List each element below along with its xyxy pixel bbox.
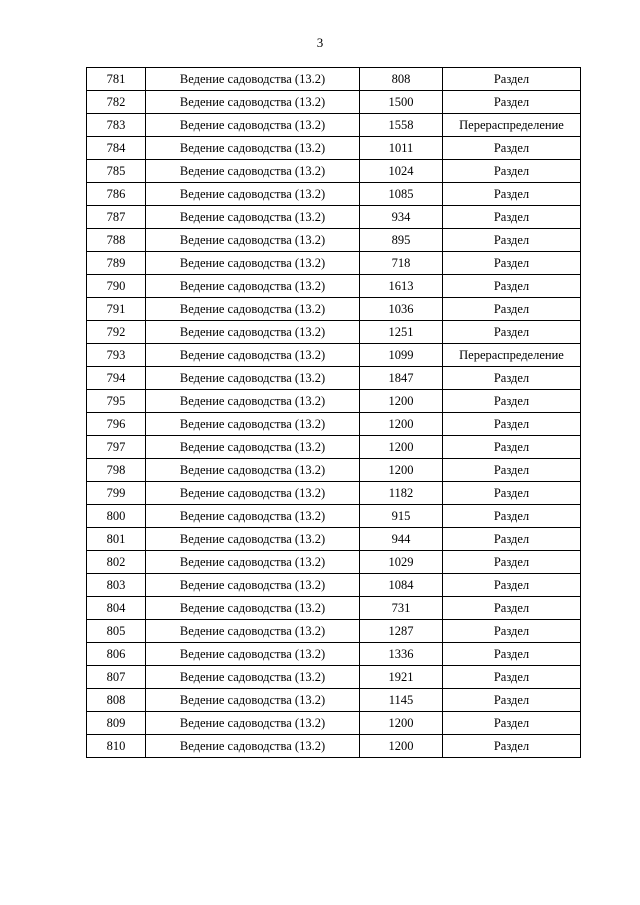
cell-formation-method: Раздел: [443, 597, 581, 620]
table-row: [87, 689, 581, 712]
cell-permitted-use: Ведение садоводства (13.2): [146, 137, 360, 160]
table-row: [87, 275, 581, 298]
cell-area: 1921: [360, 666, 443, 689]
table-row: [87, 206, 581, 229]
cell-area: 1085: [360, 183, 443, 206]
cell-area: 915: [360, 505, 443, 528]
cell-permitted-use: Ведение садоводства (13.2): [146, 413, 360, 436]
table-row: [87, 528, 581, 551]
cell-area: 1558: [360, 114, 443, 137]
cell-permitted-use: Ведение садоводства (13.2): [146, 390, 360, 413]
cell-permitted-use: Ведение садоводства (13.2): [146, 114, 360, 137]
cell-permitted-use: Ведение садоводства (13.2): [146, 344, 360, 367]
cell-area: 718: [360, 252, 443, 275]
cell-permitted-use: Ведение садоводства (13.2): [146, 505, 360, 528]
cell-formation-method: Раздел: [443, 643, 581, 666]
cell-plot-number: 806: [87, 643, 146, 666]
cell-plot-number: 787: [87, 206, 146, 229]
cell-area: 1500: [360, 91, 443, 114]
cell-permitted-use: Ведение садоводства (13.2): [146, 229, 360, 252]
table-row: [87, 367, 581, 390]
table-row: [87, 160, 581, 183]
table-row: [87, 620, 581, 643]
table-row: [87, 482, 581, 505]
cell-plot-number: 789: [87, 252, 146, 275]
cell-area: 944: [360, 528, 443, 551]
cell-permitted-use: Ведение садоводства (13.2): [146, 91, 360, 114]
cell-formation-method: Раздел: [443, 137, 581, 160]
cell-plot-number: 783: [87, 114, 146, 137]
cell-area: 1099: [360, 344, 443, 367]
cell-formation-method: Раздел: [443, 666, 581, 689]
table-row: [87, 459, 581, 482]
cell-plot-number: 788: [87, 229, 146, 252]
cell-formation-method: Раздел: [443, 390, 581, 413]
cell-formation-method: Раздел: [443, 91, 581, 114]
cell-plot-number: 807: [87, 666, 146, 689]
cell-formation-method: Раздел: [443, 528, 581, 551]
cell-area: 1084: [360, 574, 443, 597]
cell-area: 1200: [360, 459, 443, 482]
cell-plot-number: 801: [87, 528, 146, 551]
table-row: [87, 413, 581, 436]
cell-permitted-use: Ведение садоводства (13.2): [146, 620, 360, 643]
cell-formation-method: Раздел: [443, 712, 581, 735]
table-row: [87, 390, 581, 413]
cell-permitted-use: Ведение садоводства (13.2): [146, 459, 360, 482]
cell-permitted-use: Ведение садоводства (13.2): [146, 528, 360, 551]
cell-plot-number: 803: [87, 574, 146, 597]
cell-plot-number: 796: [87, 413, 146, 436]
table-row: [87, 229, 581, 252]
cell-area: 1287: [360, 620, 443, 643]
table-row: [87, 183, 581, 206]
cell-permitted-use: Ведение садоводства (13.2): [146, 735, 360, 758]
cell-area: 1011: [360, 137, 443, 160]
cell-formation-method: Раздел: [443, 574, 581, 597]
cell-permitted-use: Ведение садоводства (13.2): [146, 597, 360, 620]
cell-area: 1145: [360, 689, 443, 712]
table-row: [87, 321, 581, 344]
cell-formation-method: Раздел: [443, 367, 581, 390]
cell-formation-method: Раздел: [443, 551, 581, 574]
cell-permitted-use: Ведение садоводства (13.2): [146, 252, 360, 275]
cell-area: 1200: [360, 436, 443, 459]
cell-plot-number: 786: [87, 183, 146, 206]
cell-plot-number: 792: [87, 321, 146, 344]
cell-plot-number: 804: [87, 597, 146, 620]
table-row: [87, 551, 581, 574]
cell-formation-method: Раздел: [443, 482, 581, 505]
cell-permitted-use: Ведение садоводства (13.2): [146, 643, 360, 666]
cell-formation-method: Раздел: [443, 735, 581, 758]
cell-permitted-use: Ведение садоводства (13.2): [146, 275, 360, 298]
cell-area: 1024: [360, 160, 443, 183]
table-row: [87, 252, 581, 275]
cell-formation-method: Раздел: [443, 505, 581, 528]
cell-area: 1029: [360, 551, 443, 574]
table-row: [87, 712, 581, 735]
cell-formation-method: Раздел: [443, 252, 581, 275]
cell-plot-number: 791: [87, 298, 146, 321]
cell-area: 1200: [360, 735, 443, 758]
cell-formation-method: Раздел: [443, 321, 581, 344]
cell-formation-method: Раздел: [443, 183, 581, 206]
cell-plot-number: 793: [87, 344, 146, 367]
cell-permitted-use: Ведение садоводства (13.2): [146, 298, 360, 321]
cell-permitted-use: Ведение садоводства (13.2): [146, 666, 360, 689]
cell-permitted-use: Ведение садоводства (13.2): [146, 574, 360, 597]
table-row: [87, 666, 581, 689]
cell-permitted-use: Ведение садоводства (13.2): [146, 689, 360, 712]
cell-formation-method: Раздел: [443, 229, 581, 252]
cell-plot-number: 798: [87, 459, 146, 482]
cell-permitted-use: Ведение садоводства (13.2): [146, 436, 360, 459]
cell-formation-method: Перераспределение: [443, 114, 581, 137]
cell-formation-method: Раздел: [443, 459, 581, 482]
cell-formation-method: Раздел: [443, 413, 581, 436]
cell-formation-method: Раздел: [443, 68, 581, 91]
cell-formation-method: Раздел: [443, 298, 581, 321]
cell-plot-number: 808: [87, 689, 146, 712]
cell-permitted-use: Ведение садоводства (13.2): [146, 712, 360, 735]
cell-plot-number: 809: [87, 712, 146, 735]
page-number: 3: [316, 35, 324, 50]
table-row: [87, 91, 581, 114]
cell-plot-number: 795: [87, 390, 146, 413]
cell-formation-method: Раздел: [443, 206, 581, 229]
cell-permitted-use: Ведение садоводства (13.2): [146, 160, 360, 183]
cell-permitted-use: Ведение садоводства (13.2): [146, 551, 360, 574]
cell-permitted-use: Ведение садоводства (13.2): [146, 367, 360, 390]
cell-formation-method: Раздел: [443, 689, 581, 712]
table-row: [87, 436, 581, 459]
cell-permitted-use: Ведение садоводства (13.2): [146, 68, 360, 91]
cell-plot-number: 790: [87, 275, 146, 298]
cell-area: 895: [360, 229, 443, 252]
table-row: [87, 597, 581, 620]
cell-area: 1182: [360, 482, 443, 505]
table-row: [87, 574, 581, 597]
cell-plot-number: 805: [87, 620, 146, 643]
cell-area: 1200: [360, 390, 443, 413]
cell-plot-number: 782: [87, 91, 146, 114]
cell-area: 808: [360, 68, 443, 91]
table-row: [87, 643, 581, 666]
cell-permitted-use: Ведение садоводства (13.2): [146, 183, 360, 206]
cell-formation-method: Раздел: [443, 275, 581, 298]
table-row: [87, 114, 581, 137]
cell-formation-method: Перераспределение: [443, 344, 581, 367]
table-row: [87, 505, 581, 528]
land-plots-table: [86, 67, 581, 758]
cell-plot-number: 785: [87, 160, 146, 183]
cell-area: 731: [360, 597, 443, 620]
cell-formation-method: Раздел: [443, 620, 581, 643]
cell-formation-method: Раздел: [443, 436, 581, 459]
cell-area: 1613: [360, 275, 443, 298]
cell-plot-number: 797: [87, 436, 146, 459]
cell-plot-number: 781: [87, 68, 146, 91]
cell-plot-number: 802: [87, 551, 146, 574]
cell-area: 1200: [360, 413, 443, 436]
cell-area: 1200: [360, 712, 443, 735]
table-row: [87, 298, 581, 321]
cell-area: 1847: [360, 367, 443, 390]
cell-area: 1251: [360, 321, 443, 344]
cell-plot-number: 810: [87, 735, 146, 758]
cell-permitted-use: Ведение садоводства (13.2): [146, 321, 360, 344]
cell-plot-number: 794: [87, 367, 146, 390]
table-row: [87, 68, 581, 91]
cell-permitted-use: Ведение садоводства (13.2): [146, 206, 360, 229]
cell-area: 1336: [360, 643, 443, 666]
cell-area: 934: [360, 206, 443, 229]
table-row: [87, 137, 581, 160]
cell-plot-number: 800: [87, 505, 146, 528]
table-body: [87, 68, 581, 758]
cell-area: 1036: [360, 298, 443, 321]
cell-plot-number: 784: [87, 137, 146, 160]
cell-formation-method: Раздел: [443, 160, 581, 183]
table-row: [87, 344, 581, 367]
table-row: [87, 735, 581, 758]
cell-plot-number: 799: [87, 482, 146, 505]
cell-permitted-use: Ведение садоводства (13.2): [146, 482, 360, 505]
